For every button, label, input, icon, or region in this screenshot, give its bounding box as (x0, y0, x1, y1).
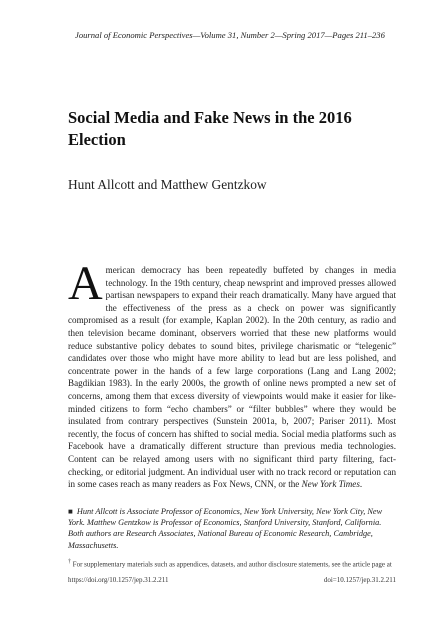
body-italic-title: New York Times (301, 479, 360, 490)
article-title: Social Media and Fake News in the 2016 Election (68, 108, 352, 149)
doi-id: doi=10.1257/jep.31.2.211 (323, 576, 396, 584)
footnote-text: Hunt Allcott is Associate Professor of Economics, New York University, New York City, New York. Matthew Gentzkow is Professor of Economics, Stanford University, Stanford, California. Both authors are Research Associates, National Bureau of Economic Research, Cambridge, Massachusetts. (68, 507, 383, 550)
author-footnote (68, 506, 396, 551)
body-paragraph (68, 257, 396, 491)
drop-cap: A (68, 257, 103, 310)
supplementary-marker: † (68, 559, 71, 565)
doi-link[interactable]: https://doi.org/10.1257/jep.31.2.211 (68, 576, 169, 584)
body-period: . (359, 479, 363, 490)
supplementary-note (68, 558, 396, 570)
supplementary-text: For supplementary materials such as appendices, datasets, and author disclosure statements, see the article page at (72, 560, 392, 569)
footnote-marker: ■ (68, 507, 73, 516)
running-head: Journal of Economic Perspectives—Volume 31, Number 2—Spring 2017—Pages 211–236 (75, 30, 385, 40)
authors-line: Hunt Allcott and Matthew Gentzkow (68, 177, 267, 192)
body-text-lead: merican democracy has been repeatedly buffeted by changes in media technology. In the 19th century, cheap newsprint and improved presses allowed partisan newspapers to expand their reach dramatically. Many have argued that the effectiveness of the press as a check on power was significantly compromised as a result (for example, Kaplan 2002). In the 20th century, as radio and then television became dominant, observers worried that these new platforms would reduce substantive policy debates to sound bites, privilege charismatic or “telegenic” candidates over those who might have more ability to lead but are less polished, and concentrate power in the hands of a few large corporations (Lang and Lang 2002; Bagdikian 1983). In the early 2000s, the growth of online news prompted a new set of concerns, among them that excess diversity of viewpoints would make it easier for like-minded citizens to form “echo chambers” or “filter bubbles” where they would be insulated from contrary perspectives (Sunstein 2001a, b, 2007; Pariser 2011). Most recently, the focus of concern has shifted to social media. Social media platforms such as Facebook have a dramatically different structure than previous media technologies. Content can be relayed among users with no significant third party filtering, fact-checking, or editorial judgment. An individual user with no track record or reputation can in some cases reach as many readers as Fox News, CNN, or the (68, 265, 396, 490)
